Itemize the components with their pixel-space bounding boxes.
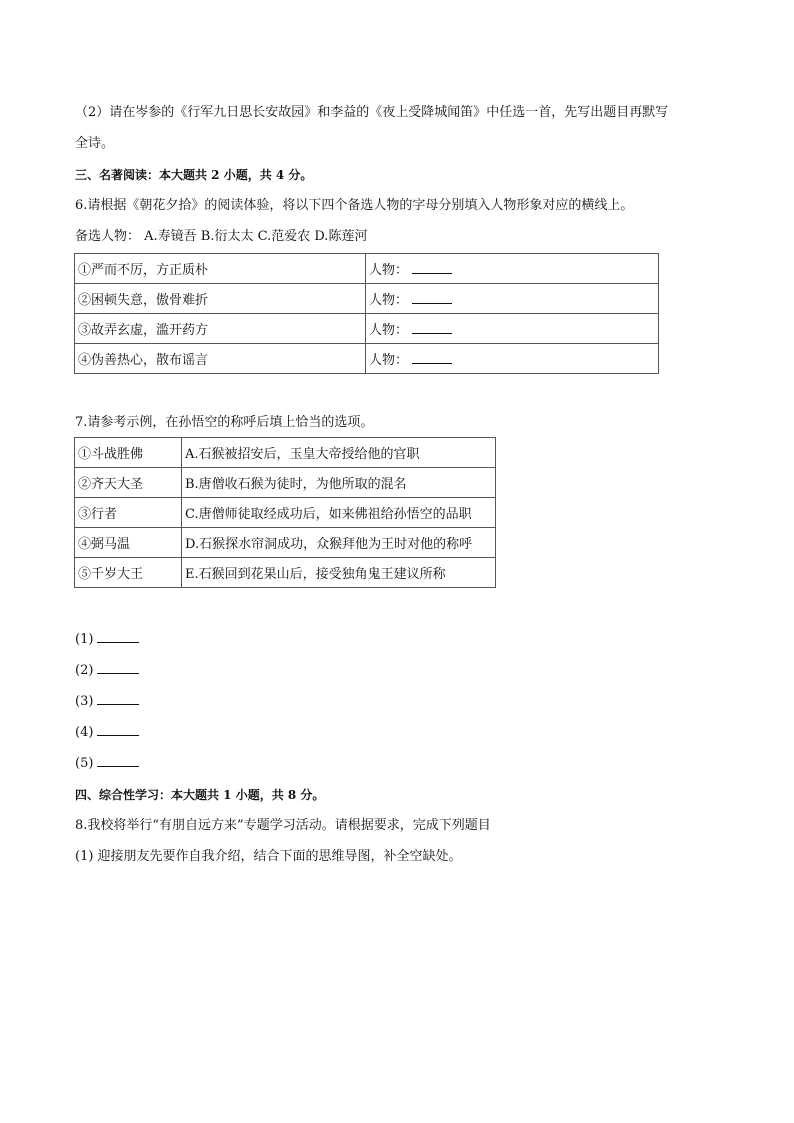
- answer-blank[interactable]: [97, 754, 139, 767]
- answer-line-1: (1): [75, 630, 139, 650]
- person-cell: 人物：: [366, 314, 659, 344]
- q6-table: [74, 253, 659, 374]
- answer-line-4: (4): [75, 723, 139, 743]
- answer-blank[interactable]: [97, 692, 139, 705]
- title-cell: ⑤千岁大王: [75, 558, 182, 588]
- description-cell: C.唐僧师徒取经成功后，如来佛祖给孙悟空的品职: [182, 498, 496, 528]
- table-row: [75, 314, 659, 344]
- answer-blank[interactable]: [97, 723, 139, 736]
- answer-blank[interactable]: [412, 320, 452, 334]
- title-cell: ③行者: [75, 498, 182, 528]
- table-row: [75, 438, 496, 468]
- person-cell: 人物：: [366, 284, 659, 314]
- description-cell: E.石猴回到花果山后，接受独角鬼王建议所称: [182, 558, 496, 588]
- table-row: [75, 528, 496, 558]
- q8-stem: 8.我校将举行“有朋自远方来”专题学习活动。请根据要求，完成下列题目: [75, 818, 491, 833]
- q6-options: 备选人物： A.寿镜吾 B.衍太太 C.范爱农 D.陈莲河: [75, 229, 368, 244]
- answer-blank[interactable]: [412, 350, 452, 364]
- trait-cell: ①严而不厉，方正质朴: [75, 254, 366, 284]
- answer-blank[interactable]: [412, 290, 452, 304]
- table-row: [75, 468, 496, 498]
- q7-stem: 7.请参考示例，在孙悟空的称呼后填上恰当的选项。: [75, 415, 374, 430]
- trait-cell: ③故弄玄虚，滥开药方: [75, 314, 366, 344]
- table-row: [75, 284, 659, 314]
- answer-blank[interactable]: [97, 661, 139, 674]
- description-cell: A.石猴被招安后，玉皇大帝授给他的官职: [182, 438, 496, 468]
- q7-table: [74, 437, 496, 588]
- section4-heading: 四、综合性学习：本大题共 1 小题，共 8 分。: [75, 788, 325, 802]
- table-row: [75, 558, 496, 588]
- answer-blank[interactable]: [97, 630, 139, 643]
- table-row: [75, 344, 659, 374]
- answer-line-5: (5): [75, 754, 139, 774]
- q8-part1: (1) 迎接朋友先要作自我介绍，结合下面的思维导图，补全空缺处。: [75, 849, 462, 864]
- trait-cell: ②困顿失意，傲骨难折: [75, 284, 366, 314]
- table-row: [75, 254, 659, 284]
- q5-part2-line1: （2）请在岑参的《行军九日思长安故园》和李益的《夜上受降城闻笛》中任选一首，先写出题目再默写: [75, 105, 669, 120]
- title-cell: ②齐天大圣: [75, 468, 182, 498]
- q6-stem: 6.请根据《朝花夕拾》的阅读体验，将以下四个备选人物的字母分别填入人物形象对应的横线上。: [75, 198, 634, 213]
- trait-cell: ④伪善热心，散布谣言: [75, 344, 366, 374]
- title-cell: ①斗战胜佛: [75, 438, 182, 468]
- answer-line-2: (2): [75, 661, 139, 681]
- q5-part2-line2: 全诗。: [75, 136, 115, 151]
- person-cell: 人物：: [366, 254, 659, 284]
- table-row: [75, 498, 496, 528]
- answer-blank[interactable]: [412, 260, 452, 274]
- answer-line-3: (3): [75, 692, 139, 712]
- title-cell: ④弼马温: [75, 528, 182, 558]
- description-cell: D.石猴探水帘洞成功，众猴拜他为王时对他的称呼: [182, 528, 496, 558]
- description-cell: B.唐僧收石猴为徒时，为他所取的混名: [182, 468, 496, 498]
- section3-heading: 三、名著阅读：本大题共 2 小题，共 4 分。: [75, 168, 313, 182]
- person-cell: 人物：: [366, 344, 659, 374]
